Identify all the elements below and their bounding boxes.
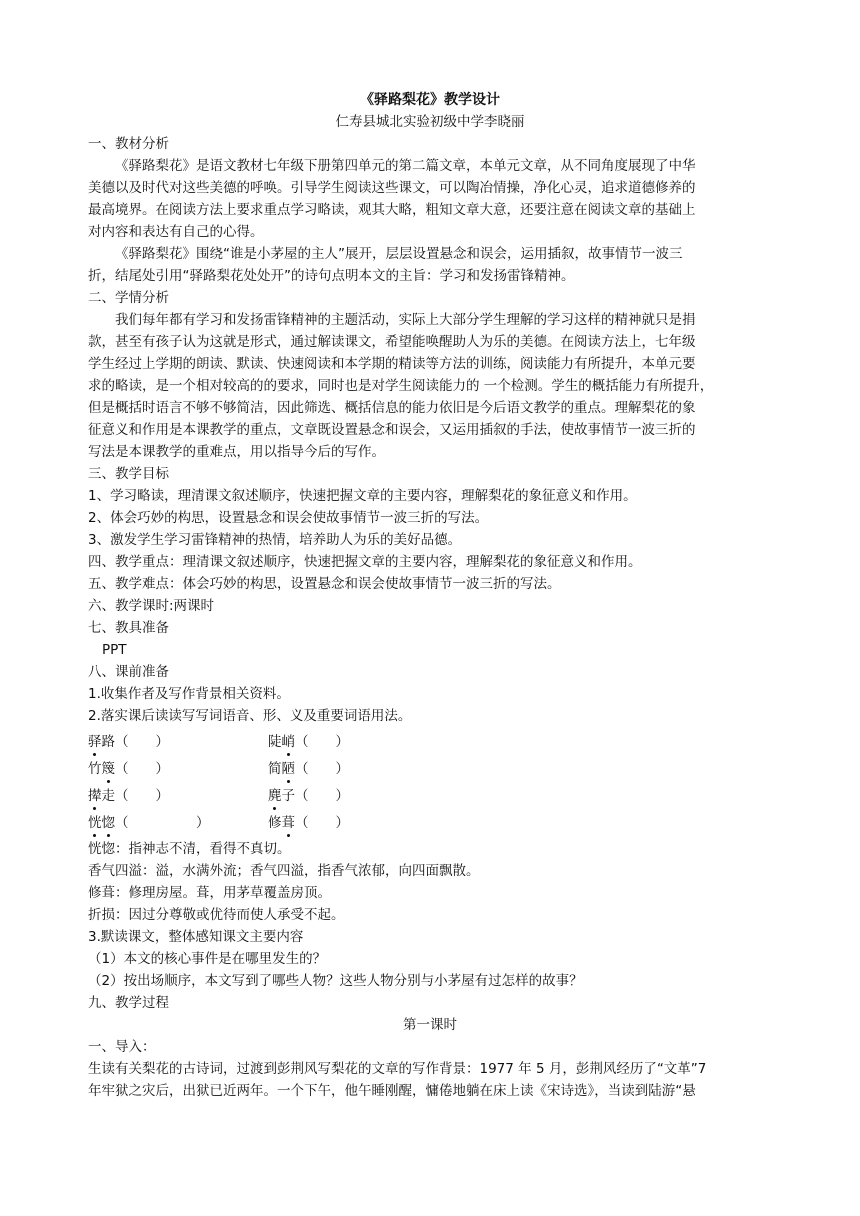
section-heading: 八、课前准备 <box>88 664 169 680</box>
paragraph-line: 征意义和作用是本课教学的重点，文章既设置悬念和误会，又运用插叙的手法，使故事情节一波三折的 <box>88 422 696 438</box>
vocab-item <box>88 731 169 753</box>
paragraph-line: 我们每年都有学习和发扬雷锋精神的主题活动，实际上大部分学生理解的学习这样的精神就只是捐 <box>115 312 696 328</box>
paragraph-line: 美德以及时代对这些美德的呼唤。引导学生阅读这些课文，可以陶冶情操，净化心灵，追求道德修养的 <box>88 180 696 196</box>
prep-item: 2.落实课后读读写写词语音、形、义及重要词语用法。 <box>88 708 412 724</box>
vocab-item <box>268 785 349 807</box>
pinyin-blank: （ ） <box>115 734 169 750</box>
pinyin-blank: （ ） <box>115 788 169 804</box>
vocab-item <box>268 812 349 834</box>
section-heading: 一、教材分析 <box>88 136 169 152</box>
tool-item: PPT <box>102 642 127 658</box>
lesson-heading: 第一课时 <box>403 1017 457 1033</box>
document-title: 《驿路梨花》教学设计 <box>360 92 500 108</box>
paragraph-line: 折，结尾处引用“驿路梨花处处开”的诗句点明本文的主旨：学习和发扬雷锋精神。 <box>88 268 575 284</box>
vocab-item <box>268 731 349 753</box>
paragraph-line: 写法是本课教学的重难点，用以指导今后的写作。 <box>88 444 385 460</box>
dotted-char: 恍 <box>88 812 102 834</box>
paragraph-line: 《驿路梨花》围绕“谁是小茅屋的主人”展开，层层设置悬念和误会，运用插叙，故事情节一波三 <box>115 246 683 262</box>
dotted-char: 麂 <box>268 785 282 807</box>
goal-item: 3、激发学生学习雷锋精神的热情，培养助人为乐的美好品德。 <box>88 532 462 548</box>
vocab-item <box>88 758 169 780</box>
question-item: （2）按出场顺序，本文写到了哪些人物？这些人物分别与小茅屋有过怎样的故事？ <box>88 973 583 989</box>
section-heading: 七、教具准备 <box>88 620 169 636</box>
definition-line: 恍惚：指神志不清，看得不真切。 <box>88 841 291 857</box>
paragraph-line: 求的略读，是一个相对较高的的要求，同时也是对学生阅读能力的 一个检测。学生的概括能力有所提升， <box>88 378 714 394</box>
vocab-char: 修 <box>268 815 282 831</box>
dotted-char: 惚 <box>102 812 116 834</box>
prep-item: 1.收集作者及写作背景相关资料。 <box>88 686 290 702</box>
vocab-char: 陡 <box>268 734 282 750</box>
pinyin-blank: （ ） <box>295 788 349 804</box>
paragraph-line: 对内容和表达有自己的心得。 <box>88 224 264 240</box>
vocab-item <box>268 758 349 780</box>
dotted-char: 驿 <box>88 731 102 753</box>
section-heading: 二、学情分析 <box>88 290 169 306</box>
vocab-item <box>88 812 210 834</box>
pinyin-blank: （ ） <box>295 734 349 750</box>
goal-item: 2、体会巧妙的构思，设置悬念和误会使故事情节一波三折的写法。 <box>88 510 489 526</box>
section-heading: 九、教学过程 <box>88 995 169 1011</box>
paragraph-line: 最高境界。在阅读方法上要求重点学习略读，观其大略，粗知文章大意，还要注意在阅读文章的基础上 <box>88 202 696 218</box>
dotted-char: 葺 <box>282 812 296 834</box>
section-heading: 三、教学目标 <box>88 466 169 482</box>
section-heading: 一、导入： <box>88 1039 156 1055</box>
pinyin-blank: （ ） <box>115 815 210 831</box>
prep-item: 3.默读课文，整体感知课文主要内容 <box>88 929 304 945</box>
paragraph-line: 年牢狱之灾后，出狱已近两年。一个下午，他午睡刚醒，慵倦地躺在床上读《宋诗选》，当读到陆游“悬 <box>88 1083 696 1099</box>
vocab-char: 简 <box>268 761 282 777</box>
section-heading: 五、教学难点：体会巧妙的构思，设置悬念和误会使故事情节一波三折的写法。 <box>88 576 561 592</box>
dotted-char: 篾 <box>102 758 116 780</box>
paragraph-line: 款，甚至有孩子认为这就是形式，通过解读课文，希望能唤醒助人为乐的美德。在阅读方法上，七年级 <box>88 334 696 350</box>
section-heading: 四、教学重点：理清课文叙述顺序，快速把握文章的主要内容，理解梨花的象征意义和作用。 <box>88 554 642 570</box>
paragraph-line: 生读有关梨花的古诗词，过渡到彭荆风写梨花的文章的写作背景：1977 年 5 月，彭荆风经历了“文革”7 <box>88 1061 707 1077</box>
dotted-char: 撵 <box>88 785 102 807</box>
vocab-char: 走 <box>101 788 115 804</box>
pinyin-blank: （ ） <box>115 761 169 777</box>
question-item: （1）本文的核心事件是在哪里发生的？ <box>88 951 327 967</box>
paragraph-line: 但是概括时语言不够不够简洁，因此筛选、概括信息的能力依旧是今后语文教学的重点。理解梨花的象 <box>88 400 696 416</box>
paragraph-line: 学生经过上学期的朗读、默读、快速阅读和本学期的精读等方法的训练，阅读能力有所提升，本单元要 <box>88 356 696 372</box>
vocab-char: 竹 <box>88 761 102 777</box>
paragraph-line: 《驿路梨花》是语文教材七年级下册第四单元的第二篇文章，本单元文章，从不同角度展现了中华 <box>115 158 696 174</box>
dotted-char: 陋 <box>282 758 296 780</box>
dotted-char: 峭 <box>282 731 296 753</box>
definition-line: 修葺：修理房屋。葺，用茅草覆盖房顶。 <box>88 885 331 901</box>
author-line: 仁寿县城北实验初级中学李晓丽 <box>335 114 525 130</box>
definition-line: 折损：因过分尊敬或优待而使人承受不起。 <box>88 907 345 923</box>
pinyin-blank: （ ） <box>295 815 349 831</box>
pinyin-blank: （ ） <box>295 761 349 777</box>
definition-line: 香气四溢：溢，水满外流；香气四溢，指香气浓郁，向四面飘散。 <box>88 863 480 879</box>
vocab-char: 子 <box>281 788 295 804</box>
vocab-char: 路 <box>101 734 115 750</box>
vocab-item <box>88 785 169 807</box>
section-heading: 六、教学课时:两课时 <box>88 598 215 614</box>
goal-item: 1、学习略读，理清课文叙述顺序，快速把握文章的主要内容，理解梨花的象征意义和作用。 <box>88 488 637 504</box>
